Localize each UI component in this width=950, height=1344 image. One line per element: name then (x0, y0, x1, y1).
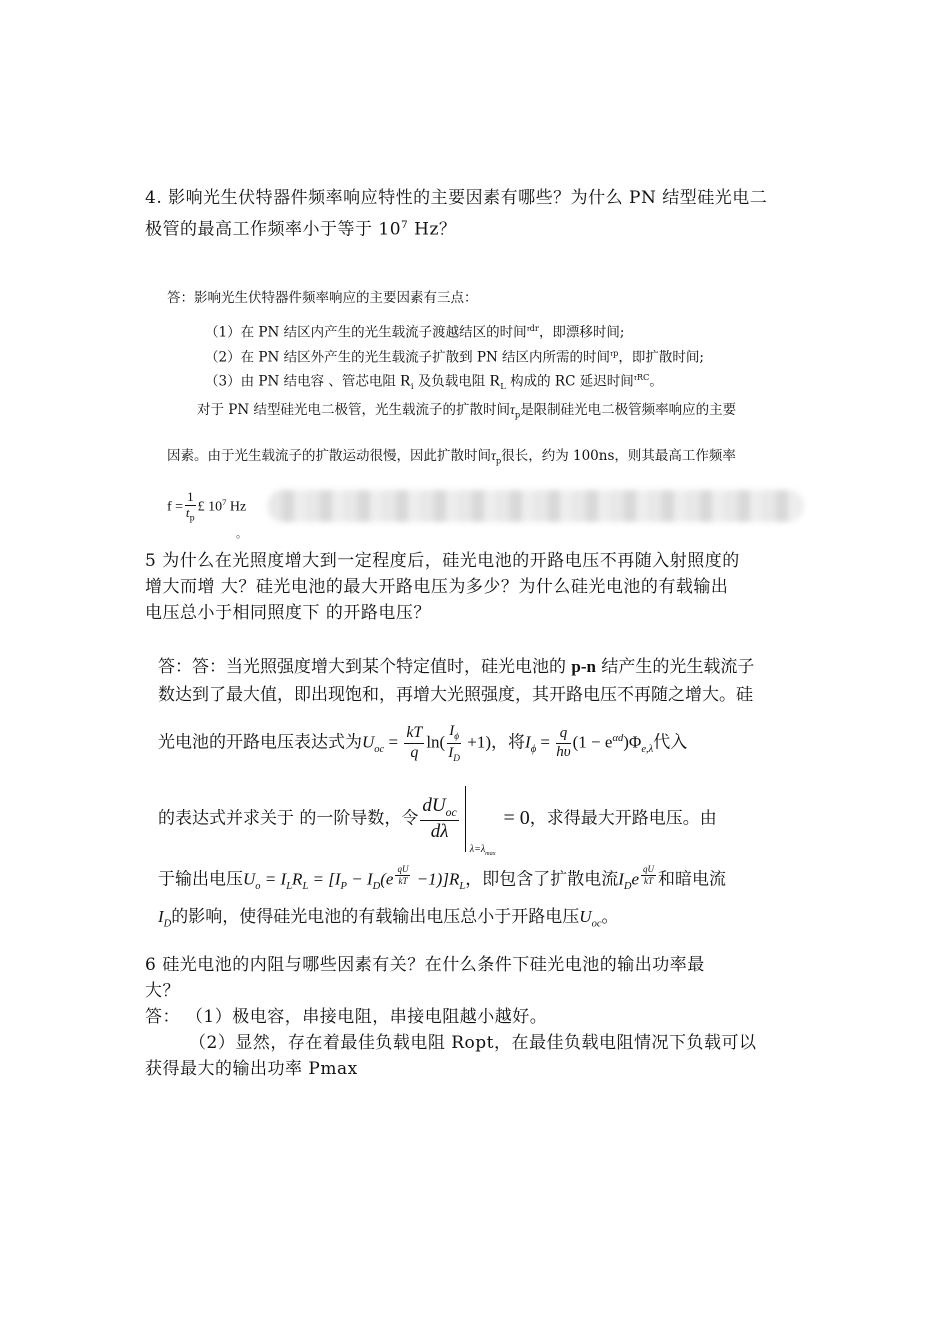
answer-5-line-5: 于输出电压$U_o = I_LR_L = [I_P - I_D(e$ $^{\frac{qU}{kT}}$ $-1)]R_L$，即包含了扩散电流$I_De$ $^{\frac{qU}{kT}}$ 和暗电流 (158, 864, 727, 893)
question-5-line-2: 增大而增 大？硅光电池的最大开路电压为多少？为什么硅光电池的有载输出 (145, 577, 729, 597)
frequency-formula: f = $\frac{1}{t_p}$ £ $10^7$ Hz (167, 489, 247, 523)
question-6-line-1: 6 硅光电池的内阻与哪些因素有关？在什么条件下硅光电池的输出功率最 (145, 955, 705, 975)
answer-4-item-1: （1）在 PN 结区内产生的光生载流子渡越结区的时间$^{\tau dr}$，即漂移时间; (205, 323, 625, 341)
answer-5-line-2: 数达到了最大值，即出现饱和，再增大光照强度，其开路电压不再随之增大。硅 (158, 685, 753, 705)
answer-6-line-3: 获得最大的输出功率 Pmax (145, 1059, 358, 1079)
answer-6-line-2: （2）显然，存在着最佳负载电阻 Ropt，在最佳负载电阻情况下负载可以 (189, 1033, 757, 1053)
answer-5-line-3: 光电池的开路电压表达式为$U_{oc}$ = $\frac{kT}{q}$ ln( $\frac{I_\phi}{I_D}$ +1)，将$I_\phi$ = $\frac{q}{h\upsilon}$ $(1 - e^{\alpha d})\Phi_{e,\lambda}$代入 (158, 723, 688, 764)
question-6-line-2: 大？ (145, 981, 180, 1001)
question-4-line-2: 极管的最高工作频率小于等于 $10^7$ Hz？ (145, 219, 457, 240)
answer-4-paragraph-1: 对于 PN 结型硅光电二极管，光生载流子的扩散时间$\tau_p$是限制硅光电二极管频率响应的主要 (197, 402, 737, 420)
question-5-line-1: 5 为什么在光照度增大到一定程度后，硅光电池的开路电压不再随入射照度的 (145, 551, 740, 571)
formula-period: 。 (236, 527, 247, 540)
answer-5-line-6: $I_D$的影响，使得硅光电池的有载输出电压总小于开路电压$U_{oc}$。 (158, 907, 619, 930)
question-4-line-1: 4. 影响光生伏特器件频率响应特性的主要因素有哪些？为什么 PN 结型硅光电二 (145, 188, 768, 208)
answer-5-line-1: 答：答：当光照强度增大到某个特定值时，硅光电池的 p-n 结产生的光生载流子 (158, 657, 755, 677)
answer-6-line-1: 答： （1）极电容，串接电阻，串接电阻越小越好。 (145, 1007, 548, 1027)
answer-4-item-3: （3）由 PN 结电容 、管芯电阻 $R_i$ 及负载电阻 $R_L$ 构成的 RC 延迟时间$^{\tau RC}$。 (205, 372, 663, 392)
answer-4-intro: 答：影响光生伏特器件频率响应的主要因素有三点： (167, 290, 478, 306)
blurred-watermark (268, 490, 803, 522)
answer-4-paragraph-2: 因素。由于光生载流子的扩散运动很慢，因此扩散时间$\tau_p$很长，约为 100ns，则其最高工作频率 (167, 448, 736, 466)
question-5-line-3: 电压总小于相同照度下 的开路电压？ (145, 603, 431, 623)
answer-4-item-2: （2）在 PN 结区外产生的光生载流子扩散到 PN 结区内所需的时间$^{\tau p}$，即扩散时间; (205, 348, 704, 366)
answer-5-line-4: 的表达式并求关于 的一阶导数，令 $\frac{dU_{oc}}{d\lambda}$ $_{\lambda=\lambda_{max}}$= 0，求得最大开路电压。由 (158, 786, 717, 869)
